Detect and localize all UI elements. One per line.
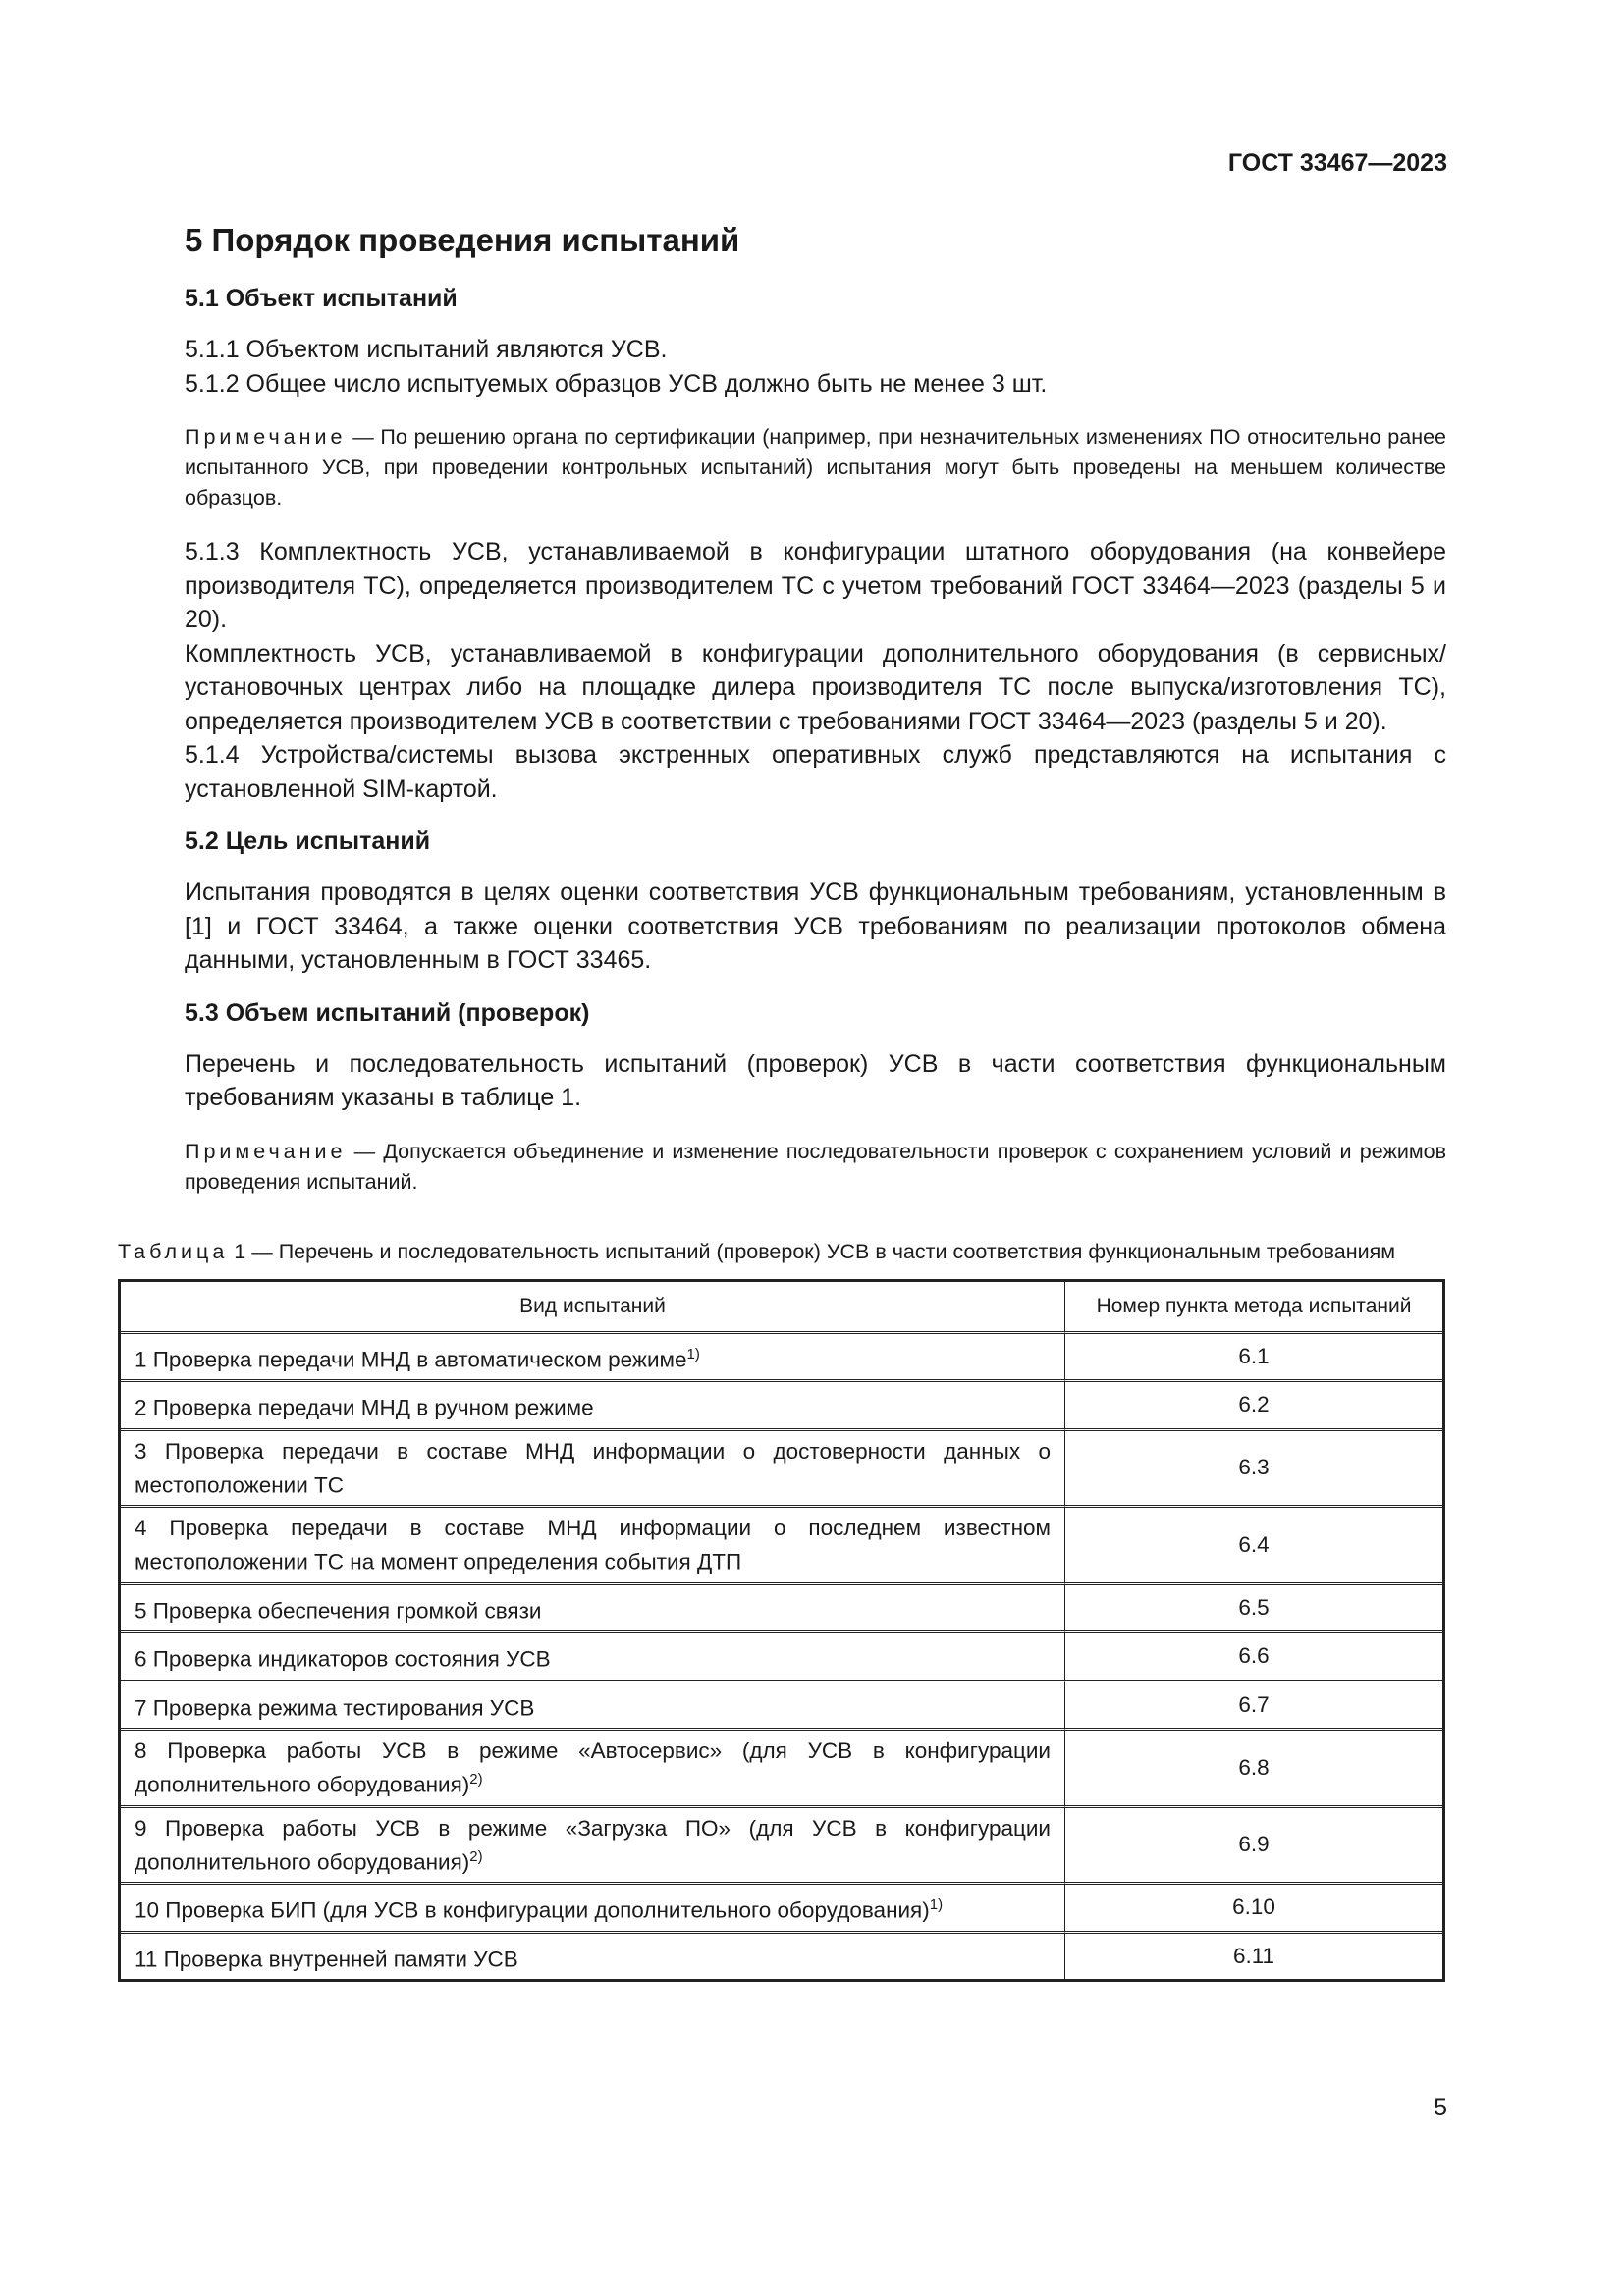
table-row xyxy=(121,1334,1442,1383)
paragraph-5-3: Перечень и последовательность испытаний (проверок) УСВ в части соответствия функциональным требованиям указаны в таблице 1. xyxy=(185,1049,1446,1111)
method-number-cell: 6.5 xyxy=(1065,1585,1442,1634)
test-name-cell xyxy=(121,1585,1065,1634)
table-row xyxy=(121,1934,1442,1980)
table-row xyxy=(121,1885,1442,1934)
note-text: — Допускается объединение и изменение последовательности проверок с сохранением условий и режимов проведения испытаний. xyxy=(185,1139,1446,1194)
note-label: Примечание xyxy=(185,425,347,449)
method-number-cell: 6.9 xyxy=(1065,1808,1442,1886)
test-name: 6 Проверка индикаторов состояния УСВ xyxy=(135,1646,551,1672)
paragraph-5-1-1: 5.1.1 Объектом испытаний являются УСВ. xyxy=(185,336,668,363)
test-name-cell xyxy=(121,1382,1065,1431)
test-name-cell xyxy=(121,1808,1065,1886)
table-header-row xyxy=(121,1282,1442,1334)
table-caption-label: Таблица xyxy=(118,1239,229,1263)
document-code: ГОСТ 33467—2023 xyxy=(1227,149,1447,177)
test-name-cell xyxy=(121,1431,1065,1509)
table-row xyxy=(121,1508,1442,1585)
table-caption xyxy=(118,1237,1445,1267)
test-name: 1 Проверка передачи МНД в автоматическом режиме xyxy=(135,1347,687,1371)
test-name: 10 Проверка БИП (для УСВ в конфигурации дополнительного оборудования) xyxy=(135,1897,930,1923)
section-title: 5 Порядок проведения испытаний xyxy=(185,222,740,258)
table-caption-text: 1 — Перечень и последовательность испытаний (проверок) УСВ в части соответствия функциональным требованиям xyxy=(228,1239,1396,1263)
method-number-cell: 6.11 xyxy=(1232,1943,1275,1968)
paragraph-5-1-2: 5.1.2 Общее число испытуемых образцов УСВ должно быть не менее 3 шт. xyxy=(185,369,1048,398)
table-body xyxy=(121,1334,1442,1980)
method-number-cell: 6.8 xyxy=(1065,1731,1442,1808)
method-number-cell: 6.4 xyxy=(1065,1508,1442,1585)
method-number-cell: 6.1 xyxy=(1065,1334,1442,1383)
table-row xyxy=(121,1808,1442,1886)
table-row xyxy=(121,1382,1442,1431)
paragraph-5-2: Испытания проводятся в целях оценки соответствия УСВ функциональным требованиям, установленным в [1] и ГОСТ 33464, а также оценки соответствия УСВ требованиям по реализации протоколов обмена данными, установленным в ГОСТ 33465. xyxy=(185,879,1446,974)
method-number-cell: 6.6 xyxy=(1065,1633,1442,1682)
subsection-title-5-2: 5.2 Цель испытаний xyxy=(185,828,431,855)
test-name: 3 Проверка передачи в составе МНД информации о достоверности данных о местоположении ТС xyxy=(135,1438,1051,1497)
table-row xyxy=(121,1431,1442,1509)
paragraph-5-1-4: 5.1.4 Устройства/системы вызова экстренных оперативных служб представляются на испытания с установленной SIM-картой. xyxy=(185,741,1446,803)
tests-table xyxy=(118,1279,1445,1983)
footnote-marker: 1) xyxy=(929,1896,944,1913)
test-name: 4 Проверка передачи в составе МНД информации о последнем известном местоположении ТС на момент определения события ДТП xyxy=(135,1516,1051,1575)
footnote-marker: 2) xyxy=(469,1771,483,1788)
test-name-cell xyxy=(121,1934,1065,1980)
note-5-3 xyxy=(185,1137,1446,1198)
table-row xyxy=(121,1731,1442,1808)
column-header-method-number: Номер пункта метода испытаний xyxy=(1065,1282,1442,1334)
note-5-1 xyxy=(185,422,1446,513)
test-name: 5 Проверка обеспечения громкой связи xyxy=(135,1598,542,1623)
test-name: 11 Проверка внутренней памяти УСВ xyxy=(135,1947,518,1971)
method-number-cell: 6.2 xyxy=(1065,1382,1442,1431)
test-name-cell xyxy=(121,1633,1065,1682)
subsection-title-5-3: 5.3 Объем испытаний (проверок) xyxy=(185,998,590,1027)
test-name-cell xyxy=(121,1508,1065,1585)
test-name: 2 Проверка передачи МНД в ручном режиме xyxy=(135,1395,594,1420)
test-name: 9 Проверка работы УСВ в режиме «Загрузка ПО» (для УСВ в конфигурации дополнительного оборудования) xyxy=(135,1815,1051,1874)
note-text: — По решению органа по сертификации (например, при незначительных изменениях ПО относительно ранее испытанного УСВ, при проведении контрольных испытаний) испытания могут быть проведены на меньшем количестве образцов. xyxy=(185,425,1446,509)
method-number-cell: 6.7 xyxy=(1065,1682,1442,1732)
table-row xyxy=(121,1682,1442,1732)
test-name-cell xyxy=(121,1731,1065,1808)
test-name: 8 Проверка работы УСВ в режиме «Автосервис» (для УСВ в конфигурации дополнительного оборудования) xyxy=(135,1738,1051,1797)
page-content xyxy=(118,222,1446,1982)
method-number-cell: 6.10 xyxy=(1065,1885,1442,1934)
table-row xyxy=(121,1585,1442,1634)
page-number: 5 xyxy=(1434,2094,1447,2121)
paragraph-5-1-3: 5.1.3 Комплектность УСВ, устанавливаемой в конфигурации штатного оборудования (на конвейере производителя ТС), определяется производителем ТС с учетом требований ГОСТ 33464—2023 (разделы 5 и 20). xyxy=(185,538,1446,633)
paragraph-5-1-3-b: Комплектность УСВ, устанавливаемой в конфигурации дополнительного оборудования (в сервисных/установочных центрах либо на площадке дилера производителя ТС после выпуска/изготовления ТС), определяется производителем УСВ в соответствии с требованиями ГОСТ 33464—2023 (разделы 5 и 20). xyxy=(185,639,1446,735)
footnote-marker: 2) xyxy=(469,1847,483,1865)
note-label: Примечание xyxy=(185,1139,347,1163)
test-name: 7 Проверка режима тестирования УСВ xyxy=(135,1695,535,1720)
method-number-cell: 6.3 xyxy=(1065,1431,1442,1509)
subsection-title-5-1: 5.1 Объект испытаний xyxy=(185,285,458,312)
test-name-cell xyxy=(121,1334,1065,1383)
footnote-marker: 1) xyxy=(686,1345,700,1362)
test-name-cell xyxy=(121,1885,1065,1934)
column-header-test-type: Вид испытаний xyxy=(121,1282,1065,1334)
table-row xyxy=(121,1633,1442,1682)
test-name-cell xyxy=(121,1682,1065,1732)
